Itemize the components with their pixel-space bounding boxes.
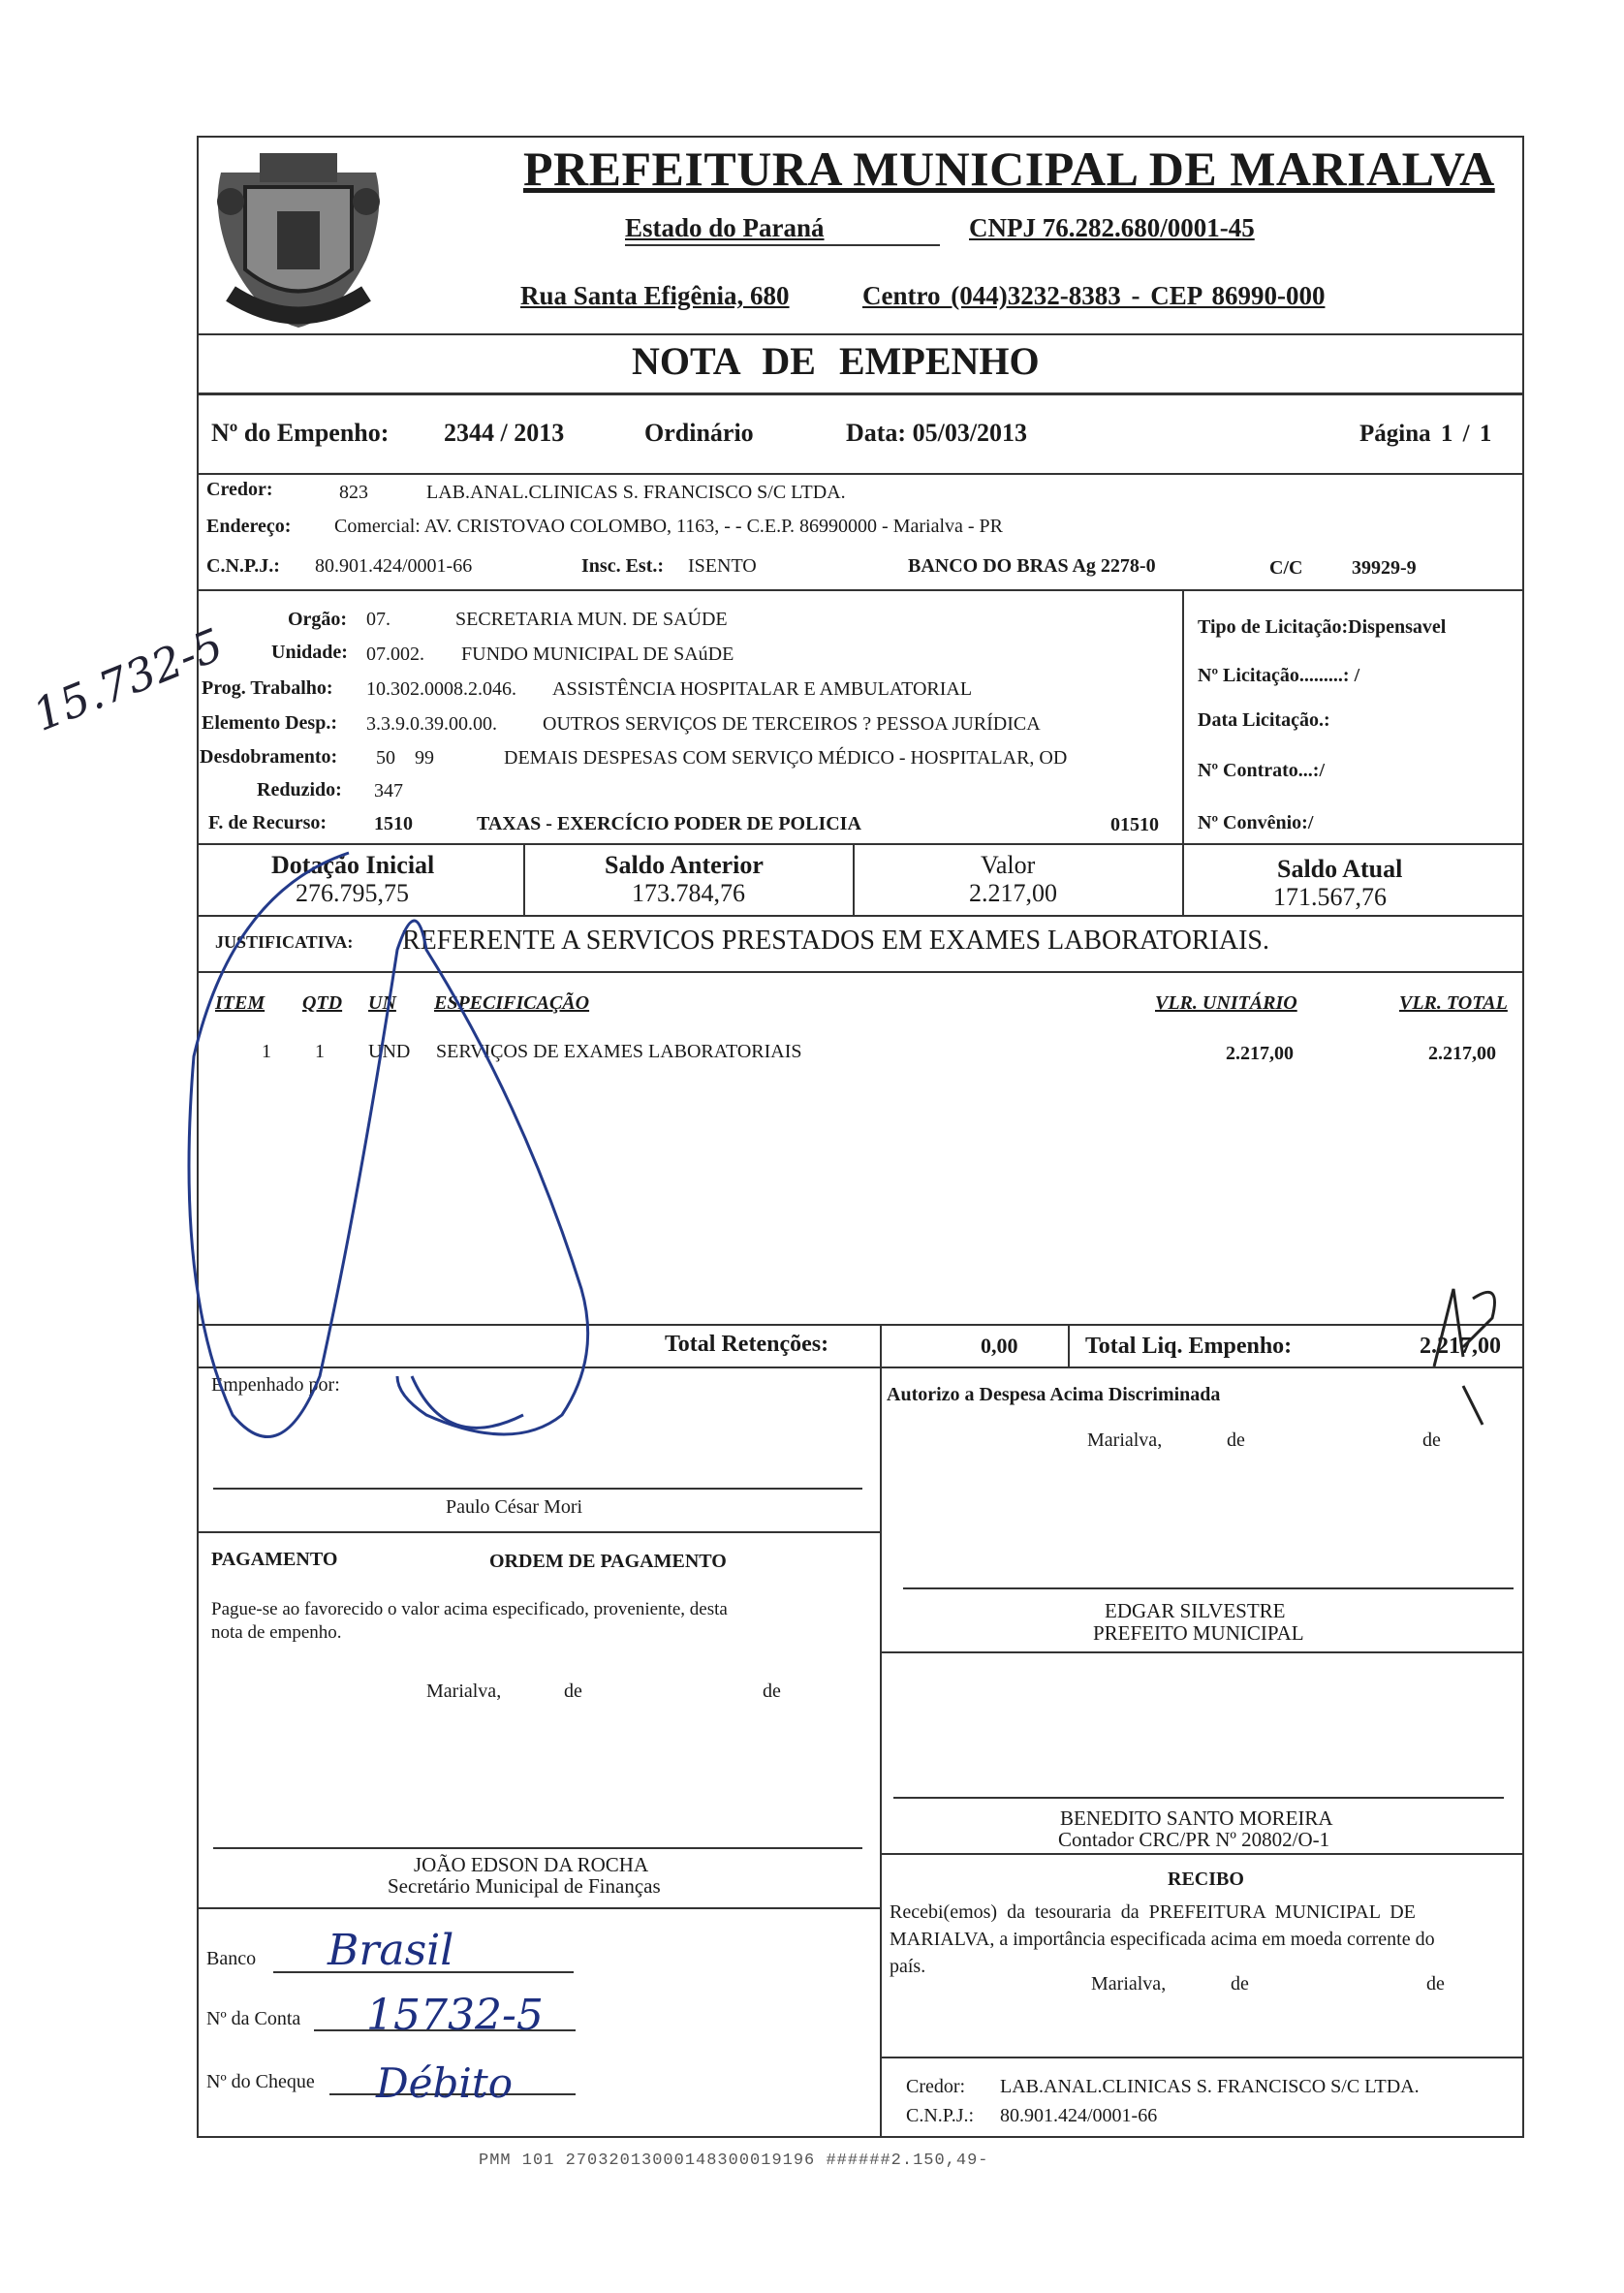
- col-item: ITEM: [215, 992, 265, 1014]
- dotacao-inicial-value: 276.795,75: [296, 879, 409, 907]
- row-item: 1: [262, 1041, 271, 1062]
- signature-line: [213, 1847, 862, 1849]
- recibo-de-1: de: [1231, 1973, 1249, 1995]
- credor-cnpj-label: C.N.P.J.:: [206, 555, 280, 577]
- orgao-name: SECRETARIA MUN. DE SAÚDE: [455, 609, 728, 630]
- cc-label: C/C: [1269, 557, 1303, 579]
- banco-label: Banco: [206, 1948, 257, 1969]
- reduzido-value: 347: [374, 780, 403, 801]
- elemento-code: 3.3.9.0.39.00.00.: [366, 713, 497, 735]
- pague-line-1: Pague-se ao favorecido o valor acima especificado, proveniente, desta: [211, 1599, 728, 1619]
- empenhado-name: Paulo César Mori: [446, 1496, 583, 1518]
- total-retencoes-label: Total Retenções:: [665, 1332, 829, 1357]
- divider: [880, 1853, 1524, 1855]
- tipo-licitacao: Tipo de Licitação:Dispensavel: [1198, 616, 1447, 638]
- divider: [880, 1651, 1524, 1653]
- justificativa-label: JUSTIFICATIVA:: [215, 932, 354, 952]
- recurso-name: TAXAS - EXERCÍCIO PODER DE POLICIA: [477, 813, 861, 834]
- ordem-pagamento-label: ORDEM DE PAGAMENTO: [489, 1551, 727, 1572]
- signature-line: [903, 1587, 1514, 1589]
- page-number: Página 1 / 1: [1359, 421, 1492, 447]
- banco-info: BANCO DO BRAS Ag 2278-0: [908, 555, 1156, 577]
- prefeito-name: EDGAR SILVESTRE: [1105, 1599, 1286, 1622]
- divider: [880, 2057, 1524, 2058]
- autorizo-de-1: de: [1227, 1429, 1245, 1451]
- dotacao-inicial-label: Dotação Inicial: [271, 851, 435, 879]
- margin-handwritten-note: [19, 591, 231, 746]
- elemento-name: OUTROS SERVIÇOS DE TERCEIROS ? PESSOA JURÍDICA: [543, 713, 1041, 735]
- footer-barcode-text: PMM 101 27032013000148300019196 ######2.150,49-: [479, 2152, 989, 2170]
- valor-value: 2.217,00: [969, 879, 1057, 907]
- saldo-anterior-label: Saldo Anterior: [605, 851, 764, 879]
- header-cnpj: CNPJ 76.282.680/0001-45: [969, 213, 1255, 242]
- row-qtd: 1: [315, 1041, 325, 1062]
- recurso-number: 01510: [1110, 814, 1159, 835]
- header-address-rest: Centro (044)3232-8383 - CEP 86990-000: [862, 281, 1326, 310]
- desdobramento-name: DEMAIS DESPESAS COM SERVIÇO MÉDICO - HOSPITALAR, OD: [504, 747, 1068, 769]
- recibo-line-1: Recebi(emos) da tesouraria da PREFEITURA MUNICIPAL DE: [890, 1901, 1416, 1923]
- empenho-number: 2344 / 2013: [444, 419, 565, 447]
- numero-licitacao: Nº Licitação.........: /: [1198, 665, 1360, 686]
- unidade-code: 07.002.: [366, 644, 424, 665]
- page-title: PREFEITURA MUNICIPAL DE MARIALVA: [523, 141, 1495, 196]
- numero-contrato: Nº Contrato...:/: [1198, 760, 1326, 781]
- cheque-label: Nº do Cheque: [206, 2071, 315, 2092]
- unidade-name: FUNDO MUNICIPAL DE SAúDE: [461, 644, 734, 665]
- state-label: Estado do Paraná: [625, 213, 825, 242]
- divider: [197, 589, 1524, 591]
- contador-name: BENEDITO SANTO MOREIRA: [1060, 1806, 1333, 1830]
- handwritten-conta: [359, 1977, 591, 2045]
- prog-label: Prog. Trabalho:: [202, 677, 333, 699]
- recibo-credor-label: Credor:: [906, 2076, 966, 2097]
- prog-name: ASSISTÊNCIA HOSPITALAR E AMBULATORIAL: [552, 678, 973, 700]
- prog-code: 10.302.0008.2.046.: [366, 678, 516, 700]
- svg-text:Débito: Débito: [376, 2059, 514, 2107]
- handwritten-cheque: [368, 2045, 601, 2113]
- col-qtd: QTD: [302, 992, 343, 1014]
- justificativa-text: REFERENTE A SERVICOS PRESTADOS EM EXAMES LABORATORIAIS.: [402, 926, 1270, 956]
- svg-text:Brasil: Brasil: [328, 1926, 454, 1975]
- pague-line-2: nota de empenho.: [211, 1622, 342, 1643]
- divider: [1182, 591, 1184, 845]
- pague-marialva: Marialva,: [426, 1680, 502, 1702]
- divider: [1182, 845, 1184, 915]
- recurso-code: 1510: [374, 813, 413, 834]
- divider: [880, 1366, 882, 2138]
- data-licitacao: Data Licitação.:: [1198, 709, 1330, 731]
- recibo-marialva: Marialva,: [1091, 1973, 1167, 1995]
- desdobramento-code: 50 99: [376, 747, 434, 769]
- credor-cnpj: 80.901.424/0001-66: [315, 555, 473, 577]
- credor-label: Credor:: [206, 479, 273, 500]
- col-vlr-unitario: VLR. UNITÁRIO: [1155, 992, 1297, 1014]
- endereco-label: Endereço:: [206, 516, 292, 537]
- contador-title: Contador CRC/PR Nº 20802/O-1: [1058, 1828, 1330, 1851]
- row-un: UND: [368, 1041, 411, 1062]
- svg-text:15732-5: 15732-5: [366, 1991, 544, 2040]
- saldo-atual-value: 171.567,76: [1273, 883, 1387, 911]
- col-vlr-total: VLR. TOTAL: [1399, 992, 1508, 1014]
- total-liq-label: Total Liq. Empenho:: [1085, 1334, 1293, 1359]
- handwritten-checkmark: [1424, 1279, 1521, 1434]
- orgao-label: Orgão:: [288, 609, 348, 630]
- desdobramento-label: Desdobramento:: [200, 746, 338, 768]
- divider: [625, 244, 940, 246]
- unidade-label: Unidade:: [271, 642, 348, 663]
- recibo-de-2: de: [1426, 1973, 1445, 1995]
- empenhado-label: Empenhado por:: [211, 1374, 340, 1396]
- numero-convenio: Nº Convênio:/: [1198, 812, 1314, 833]
- coat-of-arms-logo: [202, 134, 395, 337]
- empenho-label: Nº do Empenho:: [211, 419, 390, 447]
- recibo-title: RECIBO: [1168, 1869, 1244, 1890]
- autorizo-de-2: de: [1422, 1429, 1441, 1451]
- total-retencoes-value: 0,00: [981, 1334, 1018, 1358]
- conta-label: Nº da Conta: [206, 2008, 301, 2029]
- credor-name: LAB.ANAL.CLINICAS S. FRANCISCO S/C LTDA.: [426, 482, 846, 503]
- recibo-line-3: país.: [890, 1956, 926, 1977]
- divider: [880, 1324, 882, 1368]
- divider: [197, 1907, 880, 1909]
- row-spec: SERVIÇOS DE EXAMES LABORATORIAIS: [436, 1041, 802, 1062]
- row-total: 2.217,00: [1428, 1043, 1496, 1064]
- secretario-name: JOÃO EDSON DA ROCHA: [414, 1853, 649, 1876]
- divider: [853, 845, 855, 915]
- handwritten-banco: [320, 1914, 552, 1982]
- valor-label: Valor: [981, 851, 1036, 879]
- orgao-code: 07.: [366, 609, 390, 630]
- empenho-date: Data: 05/03/2013: [846, 419, 1028, 447]
- saldo-anterior-value: 173.784,76: [632, 879, 745, 907]
- recibo-cnpj: 80.901.424/0001-66: [1000, 2105, 1158, 2126]
- pagamento-label: PAGAMENTO: [211, 1549, 338, 1570]
- total-liq-value: 2.217,00: [1420, 1334, 1501, 1359]
- svg-text:15.732-5: 15.732-5: [25, 617, 231, 741]
- recibo-line-2: MARIALVA, a importância especificada acima em moeda corrente do: [890, 1929, 1435, 1950]
- autorizo-marialva: Marialva,: [1087, 1429, 1163, 1451]
- endereco-value: Comercial: AV. CRISTOVAO COLOMBO, 1163, - - C.E.P. 86990000 - Marialva - PR: [334, 516, 1004, 537]
- empenho-type: Ordinário: [644, 419, 754, 447]
- saldo-atual-label: Saldo Atual: [1277, 855, 1403, 883]
- handwritten-circle-scribble: [174, 833, 620, 1473]
- recurso-label: F. de Recurso:: [208, 812, 328, 833]
- cc-value: 39929-9: [1352, 557, 1417, 579]
- document-title: NOTA DE EMPENHO: [632, 339, 1040, 383]
- secretario-title: Secretário Municipal de Finanças: [388, 1874, 661, 1898]
- elemento-label: Elemento Desp.:: [202, 712, 337, 734]
- insc-label: Insc. Est.:: [581, 555, 665, 577]
- divider: [197, 393, 1524, 395]
- recibo-cnpj-label: C.N.P.J.:: [906, 2105, 975, 2126]
- prefeito-title: PREFEITO MUNICIPAL: [1093, 1621, 1304, 1645]
- recibo-credor-name: LAB.ANAL.CLINICAS S. FRANCISCO S/C LTDA.: [1000, 2076, 1420, 2097]
- col-un: UN: [368, 992, 396, 1014]
- divider: [197, 1531, 880, 1533]
- header-address-street: Rua Santa Efigênia, 680: [520, 281, 790, 310]
- signature-line: [213, 1488, 862, 1490]
- divider: [1068, 1324, 1070, 1368]
- reduzido-label: Reduzido:: [257, 779, 342, 801]
- divider: [197, 473, 1524, 475]
- divider: [197, 333, 1524, 335]
- credor-code: 823: [339, 482, 368, 503]
- signature-line: [893, 1797, 1504, 1799]
- pague-de-2: de: [763, 1680, 781, 1702]
- col-especificacao: ESPECIFICAÇÃO: [434, 992, 590, 1014]
- autorizo-label: Autorizo a Despesa Acima Discriminada: [887, 1384, 1221, 1405]
- insc-value: ISENTO: [688, 555, 757, 577]
- pague-de-1: de: [564, 1680, 582, 1702]
- row-unit-price: 2.217,00: [1226, 1043, 1294, 1064]
